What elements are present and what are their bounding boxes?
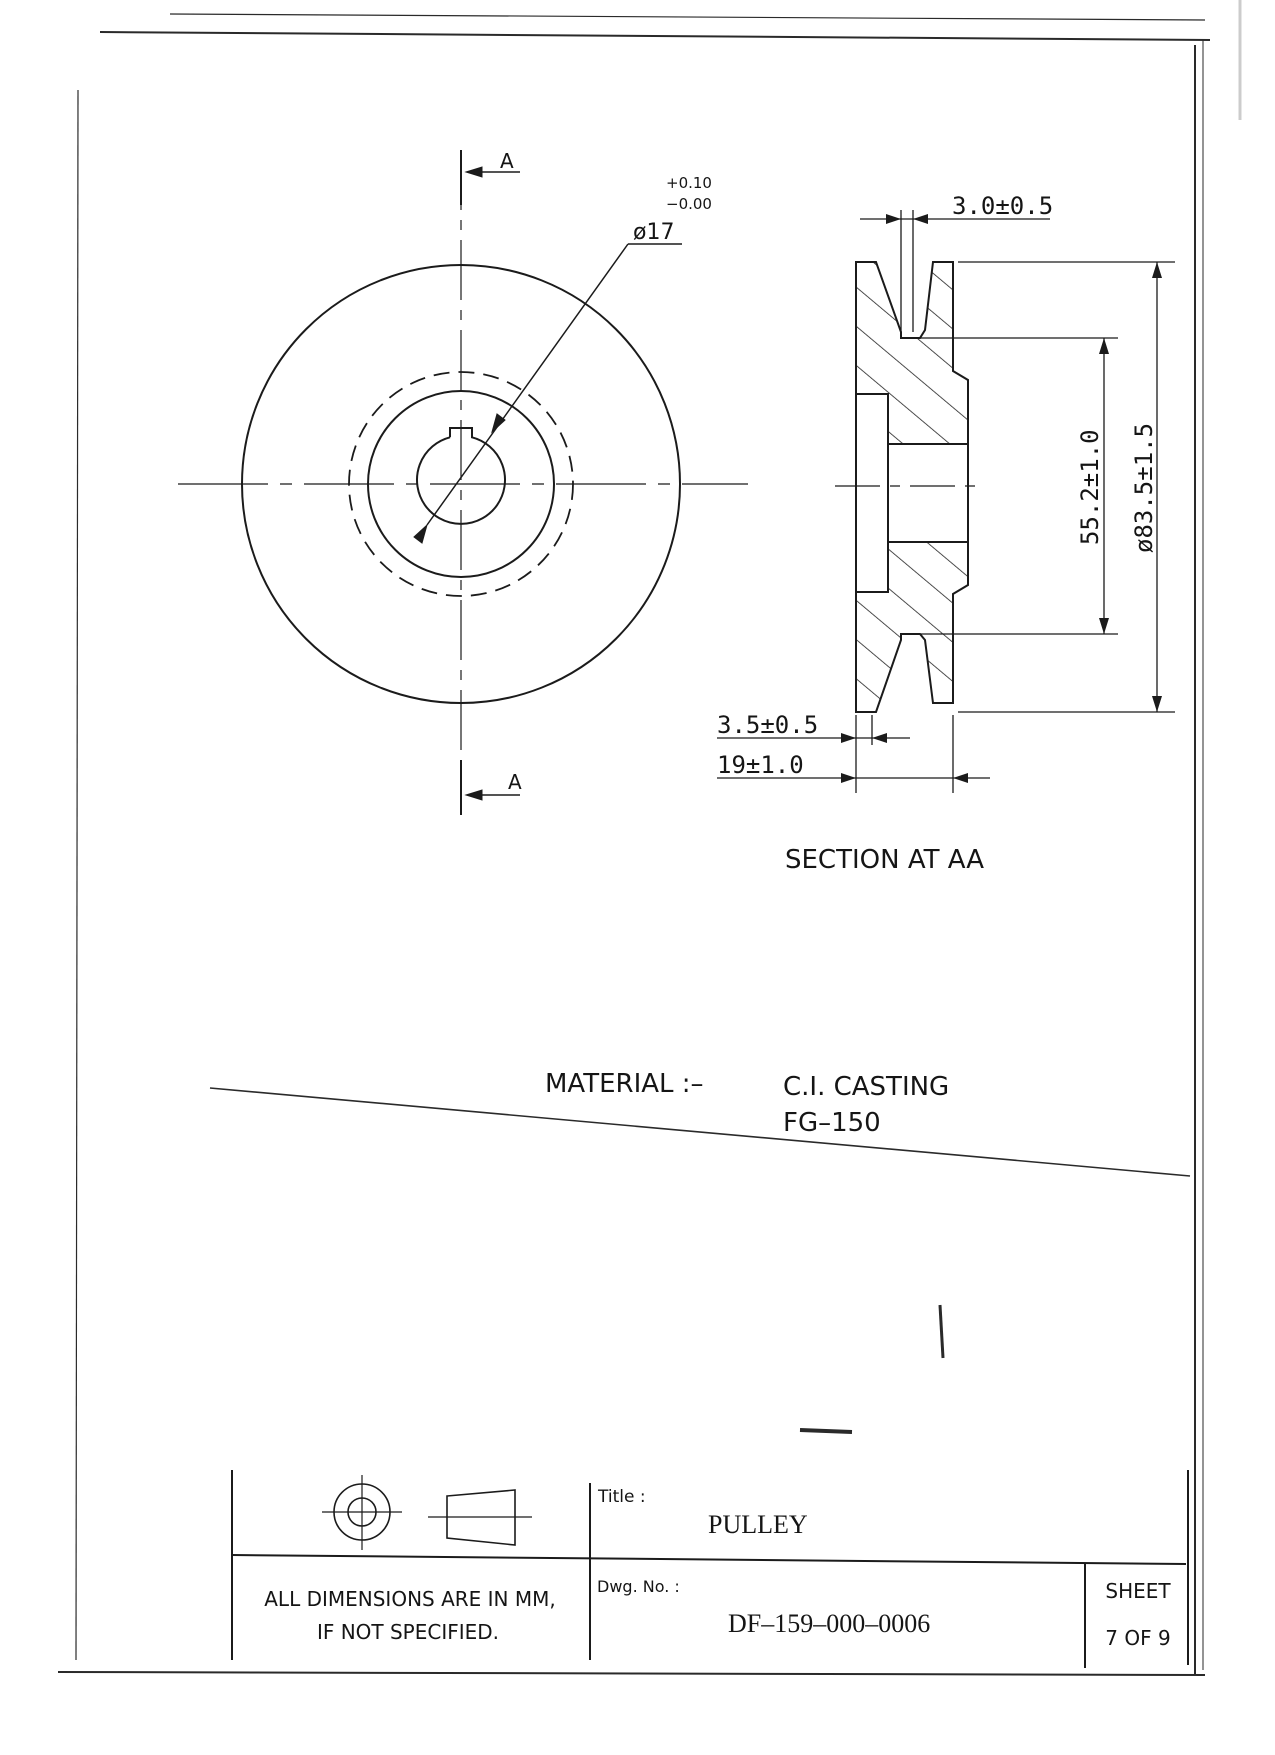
projection-symbol [322, 1475, 532, 1550]
sheet-border [58, 0, 1240, 1675]
bore-diameter-label: ø17 [633, 220, 675, 245]
material-grade: FG–150 [783, 1108, 881, 1138]
drawing-number-label: Dwg. No. : [597, 1577, 680, 1596]
bore-tolerance-upper: +0.10 [666, 174, 712, 192]
dimension-note-line2: IF NOT SPECIFIED. [316, 1620, 500, 1644]
bore-tolerance-lower: −0.00 [666, 195, 712, 213]
bore-leader-line [427, 244, 628, 525]
bore-arrowhead-1 [492, 414, 505, 432]
drawing-title: PULLEY [708, 1510, 808, 1539]
bore-passage-plain [888, 444, 968, 542]
section-mark-top: A [500, 149, 514, 173]
section-view [835, 262, 985, 712]
material-value: C.I. CASTING [783, 1072, 950, 1102]
front-view [178, 150, 748, 815]
material-label: MATERIAL :– [545, 1069, 704, 1099]
material-note [545, 1069, 949, 1138]
section-mark-bottom: A [508, 770, 522, 794]
title-label: Title : [598, 1487, 646, 1507]
sheet-label: SHEET [1105, 1579, 1171, 1603]
groove-bottom-diameter-dimension: 55.2±1.0 [1076, 429, 1104, 545]
section-arrowhead-bottom [466, 790, 482, 800]
hub-face-plain [856, 394, 888, 592]
hub-offset-dimension: 3.5±0.5 [717, 711, 819, 739]
section-caption: SECTION AT AA [785, 845, 985, 875]
dimension-note-line1: ALL DIMENSIONS ARE IN MM, [264, 1587, 556, 1611]
bore-arrowhead-2 [414, 525, 427, 543]
section-arrowhead-top [466, 167, 482, 177]
outer-diameter-dimension: ø83.5±1.5 [1130, 422, 1158, 553]
drawing-number: DF–159–000–0006 [728, 1609, 931, 1638]
sheet-number: 7 OF 9 [1105, 1626, 1171, 1650]
overall-width-dimension: 19±1.0 [717, 751, 804, 779]
groove-width-dimension: 3.0±0.5 [952, 192, 1054, 220]
